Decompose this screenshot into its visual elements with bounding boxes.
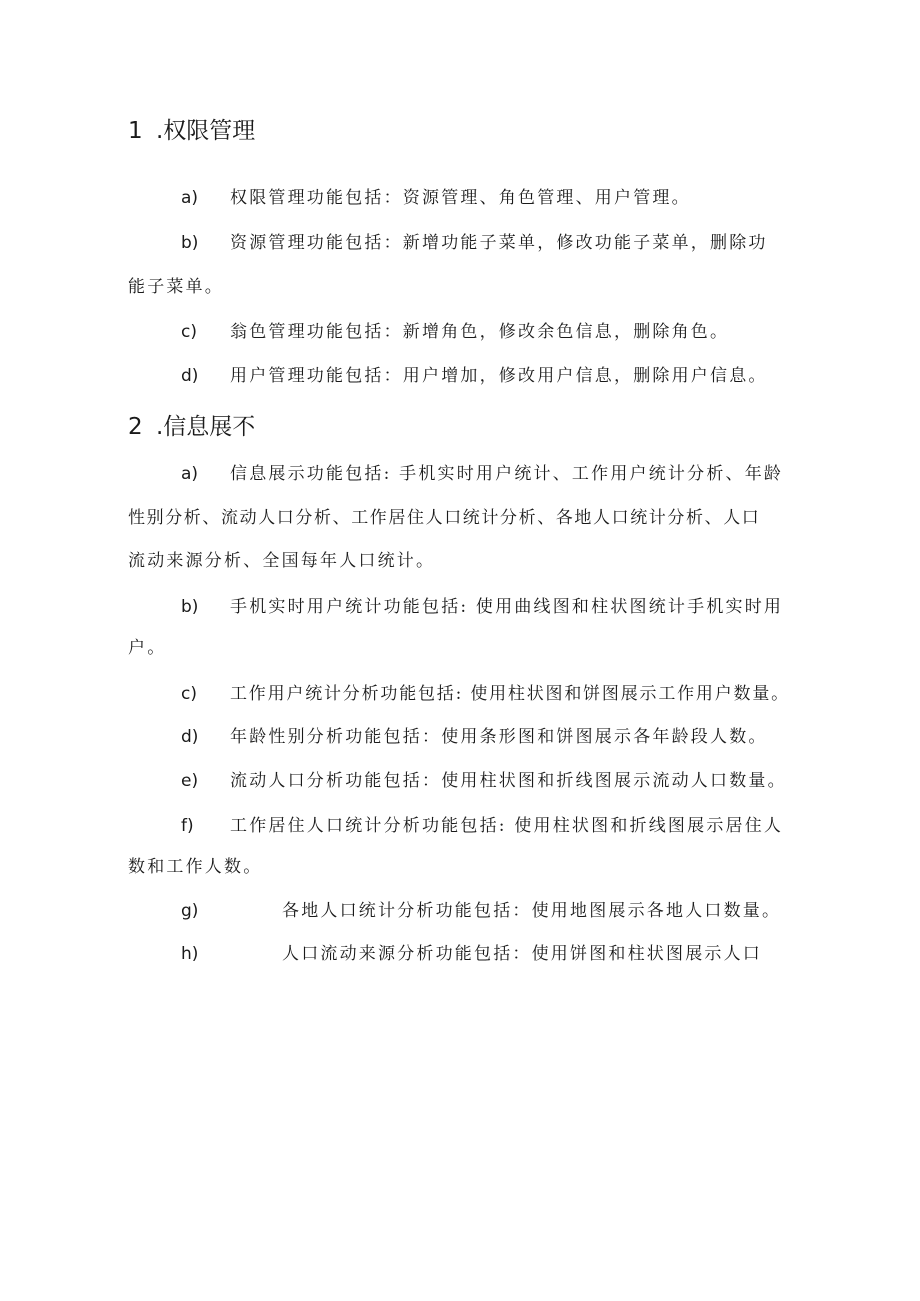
section-number: 1 xyxy=(128,118,143,144)
item-text-line: 权限管理功能包括：资源管理、角色管理、用户管理。 xyxy=(230,188,691,208)
section-number: 2 xyxy=(128,414,143,440)
item-label: d) xyxy=(181,366,199,386)
item-text-line: 工作用户统计分析功能包括: 使用柱状图和饼图展示工作用户数量。 xyxy=(230,684,790,704)
item-text-line: 能子菜单。 xyxy=(128,277,224,297)
item-label: c) xyxy=(181,322,197,342)
item-text-line: 手机实时用户统计功能包括: 使用曲线图和柱状图统计手机实时用 xyxy=(230,597,784,617)
item-text-line: 数和工作人数。 xyxy=(128,857,263,877)
item-label: c) xyxy=(181,684,197,704)
section-heading-2 xyxy=(128,412,255,442)
item-text-line: 各地人口统计分析功能包括：使用地图展示各地人口数量。 xyxy=(282,901,782,921)
item-text-line: 性别分析、流动人口分析、工作居住人口统计分析、各地人口统计分析、人口 xyxy=(128,508,761,528)
item-text-line: 流动人口分析功能包括：使用柱状图和折线图展示流动人口数量。 xyxy=(230,771,787,791)
item-text-line: 工作居住人口统计分析功能包括: 使用柱状图和折线图展示居住人 xyxy=(230,816,784,836)
item-label: e) xyxy=(181,771,199,791)
item-text-line: 资源管理功能包括：新增功能子菜单，修改功能子菜单，删除功 xyxy=(230,233,768,253)
section-title: .信息展不 xyxy=(156,414,256,440)
item-label: h) xyxy=(181,944,199,964)
item-text-line: 流动来源分析、全国每年人口统计。 xyxy=(128,551,436,571)
item-label: b) xyxy=(181,233,199,253)
item-text-line: 用户管理功能包括：用户增加，修改用户信息，删除用户信息。 xyxy=(230,366,768,386)
item-label: d) xyxy=(181,727,199,747)
item-label: b) xyxy=(181,597,199,617)
item-text-line: 年龄性别分析功能包括：使用条形图和饼图展示各年龄段人数。 xyxy=(230,727,768,747)
section-title: .权限管理 xyxy=(156,118,256,144)
section-heading-1 xyxy=(128,116,255,146)
item-label: g) xyxy=(181,901,199,921)
item-label: f) xyxy=(181,816,194,836)
item-text-line: 翁色管理功能包括：新增角色，修改余色信息，删除角色。 xyxy=(230,322,730,342)
item-text-line: 人口流动来源分析功能包括：使用饼图和柱状图展示人口 xyxy=(282,944,762,964)
item-text-line: 户。 xyxy=(128,638,167,658)
item-text-line: 信息展示功能包括: 手机实时用户统计、工作用户统计分析、年龄 xyxy=(230,464,784,484)
item-label: a) xyxy=(181,464,199,484)
item-label: a) xyxy=(181,188,199,208)
